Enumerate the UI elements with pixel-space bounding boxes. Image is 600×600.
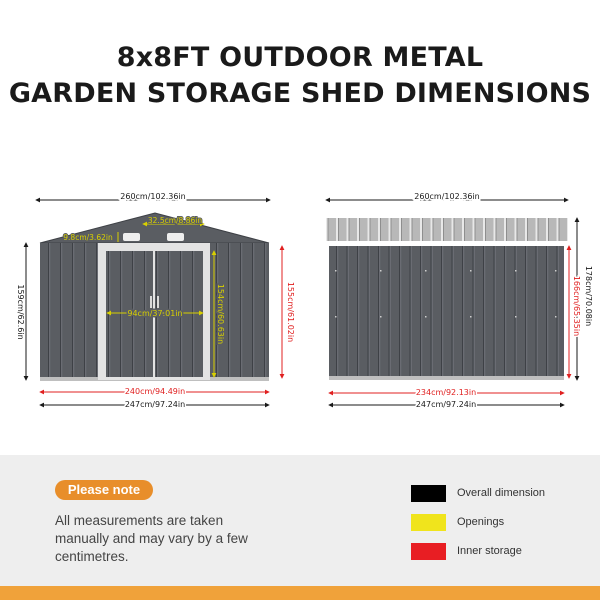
side-overall-width-label: 260cm/102.36in [414, 192, 480, 201]
front-base-width-label: 247cm/97.24in [124, 400, 186, 409]
door-width-label: 94cm/37.01in [127, 309, 183, 318]
side-outer-height-label: 178cm/70.08in [584, 265, 593, 327]
legend-label-openings: Openings [457, 516, 505, 528]
vent-left [123, 233, 140, 241]
title-line-1: 8x8FT OUTDOOR METAL [116, 42, 484, 73]
vent-right [167, 233, 184, 241]
front-overall-width-label: 260cm/102.36in [120, 192, 186, 201]
please-note-badge: Please note [55, 480, 153, 500]
note-text: All measurements are taken manually and may vary by a few centimetres. [55, 513, 248, 564]
footer-stripe [0, 586, 600, 600]
legend-label-inner: Inner storage [457, 545, 522, 557]
side-view [326, 192, 593, 409]
side-inner-width-label: 234cm/92.13in [415, 388, 477, 397]
door-handle-left[interactable] [150, 296, 152, 308]
legend-swatch-inner [411, 543, 446, 560]
vent-height-label: 9.8cm/3.62in [63, 233, 113, 242]
title-line-2: GARDEN STORAGE SHED DIMENSIONS [8, 78, 592, 109]
door-height-label: 154cm/60.63in [216, 283, 225, 345]
side-inner-height-label: 166cm/65.35in [572, 275, 581, 337]
vent-width-label: 32.5cm/8.86in [147, 216, 203, 225]
side-base-frame [329, 376, 564, 380]
front-left-height-label: 159cm/62.6in [16, 284, 25, 340]
legend-label-overall: Overall dimension [457, 487, 546, 499]
legend-swatch-openings [411, 514, 446, 531]
door-handle-right[interactable] [157, 296, 159, 308]
side-roof-edge [326, 218, 568, 241]
side-base-width-label: 247cm/97.24in [415, 400, 477, 409]
front-right-height-label: 155cm/61.02in [286, 281, 295, 343]
front-view [16, 192, 295, 409]
legend-swatch-overall [411, 485, 446, 502]
front-inner-width-label: 240cm/94.49in [124, 387, 186, 396]
side-wall-panel [329, 246, 564, 379]
